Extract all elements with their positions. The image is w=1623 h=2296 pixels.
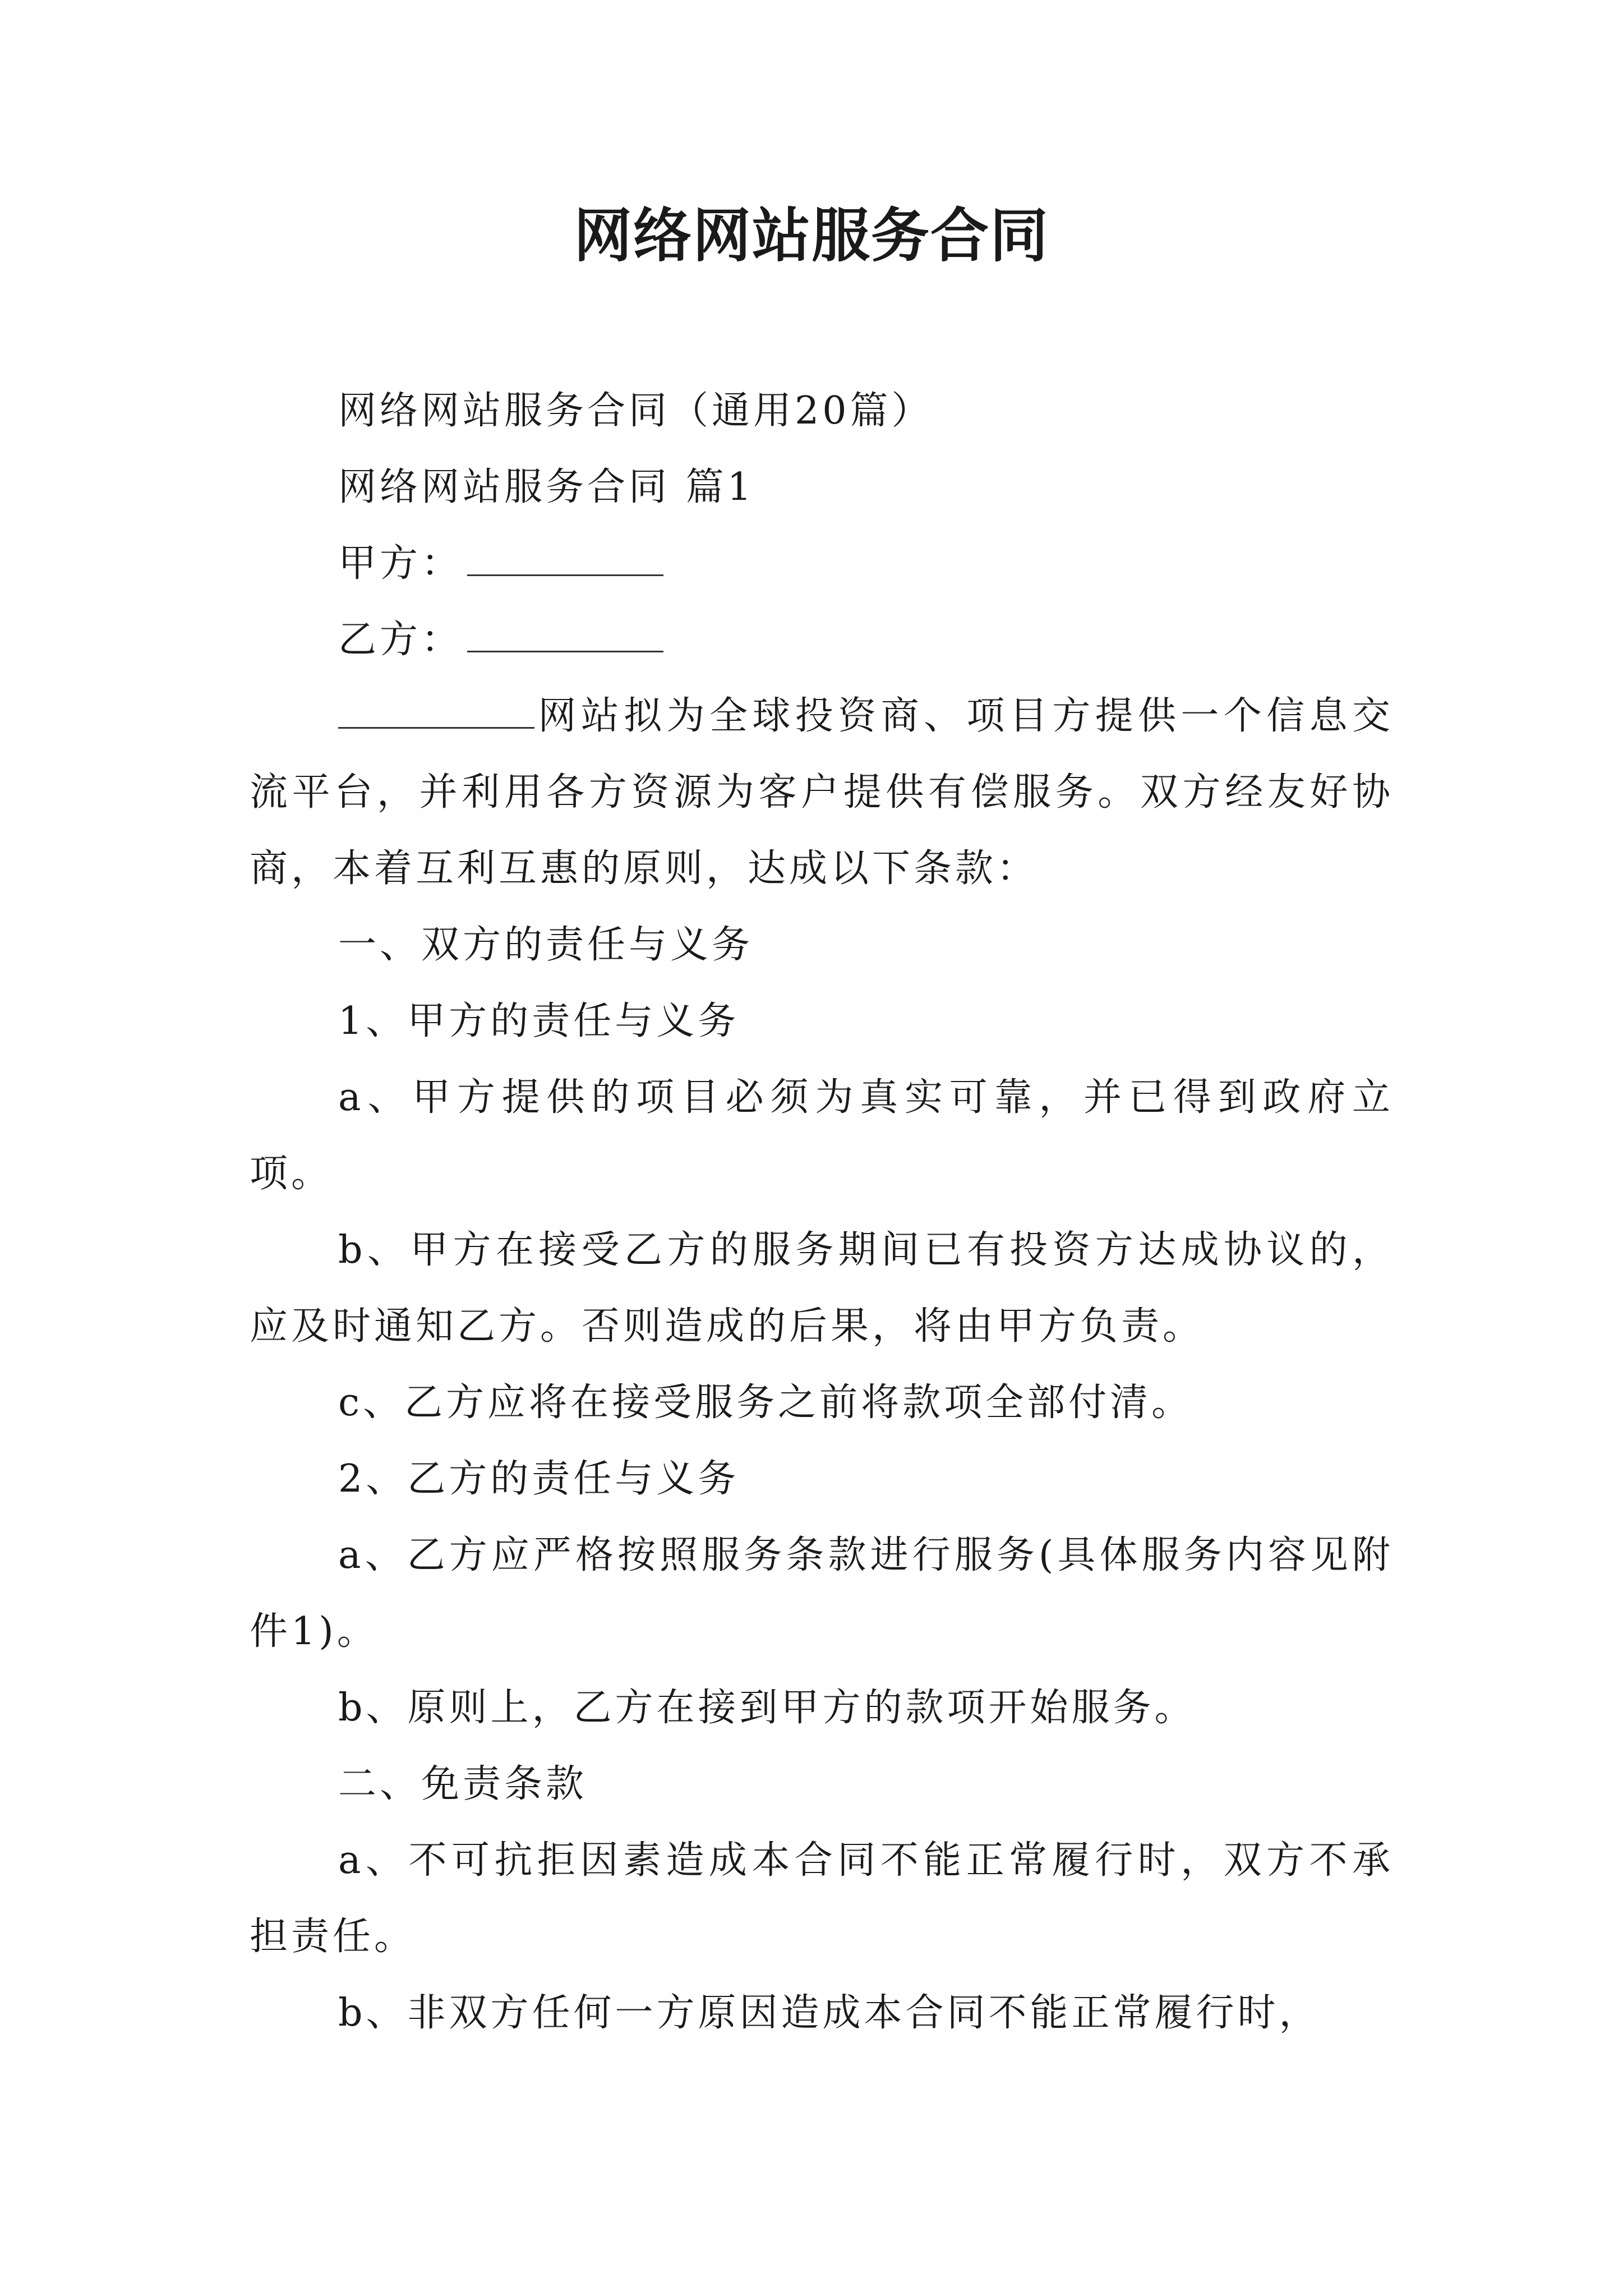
paragraph-text: a、甲方提供的项目必须为真实可靠，并已得到政府立项。 <box>250 1075 1394 1196</box>
party-b-blank <box>467 617 663 652</box>
party-a-line <box>250 526 1394 602</box>
paragraph-intro <box>250 678 1394 907</box>
paragraph-text: c、乙方应将在接受服务之前将款项全部付清。 <box>338 1381 1193 1425</box>
paragraph-text: b、原则上，乙方在接到甲方的款项开始服务。 <box>338 1686 1196 1730</box>
paragraph-text: 1、甲方的责任与义务 <box>338 999 740 1043</box>
paragraph-text: 2、乙方的责任与义务 <box>338 1457 740 1501</box>
paragraph-section-heading <box>250 449 1394 526</box>
paragraph-subheading-2 <box>250 1441 1394 1517</box>
website-name-blank <box>338 693 534 729</box>
paragraph-clause <box>250 1670 1394 1746</box>
paragraph-text: 网站拟为全球投资商、项目方提供一个信息交流平台，并利用各方资源为客户提供有偿服务。双方经友好协商，本着互利互惠的原则，达成以下条款： <box>250 694 1394 891</box>
paragraph-text: a、不可抗拒因素造成本合同不能正常履行时，双方不承担责任。 <box>250 1838 1394 1959</box>
paragraph-text: 二、免责条款 <box>338 1762 588 1806</box>
party-b-line <box>250 602 1394 678</box>
paragraph-clause <box>250 1365 1394 1441</box>
paragraph-text: 一、双方的责任与义务 <box>338 923 754 967</box>
paragraph-clause <box>250 1823 1394 1975</box>
party-b-label: 乙方： <box>338 618 463 662</box>
paragraph-clause <box>250 1517 1394 1670</box>
paragraph-clause <box>250 1975 1394 2051</box>
paragraph-clause <box>250 1212 1394 1365</box>
party-a-blank <box>467 541 663 576</box>
paragraph-heading-1 <box>250 907 1394 983</box>
paragraph-text: 网络网站服务合同（通用20篇） <box>338 389 933 433</box>
paragraph-subheading-1 <box>250 983 1394 1060</box>
paragraph-text: b、非双方任何一方原因造成本合同不能正常履行时， <box>338 1991 1321 2035</box>
document-title: 网络网站服务合同 <box>573 201 1049 270</box>
paragraph-heading-2 <box>250 1746 1394 1823</box>
document-body <box>250 373 1394 2051</box>
paragraph-subtitle <box>250 373 1394 449</box>
paragraph-text: 网络网站服务合同 篇1 <box>338 465 755 509</box>
paragraph-text: a、乙方应严格按照服务条款进行服务(具体服务内容见附件1)。 <box>250 1533 1394 1654</box>
party-a-label: 甲方： <box>338 541 463 586</box>
paragraph-clause <box>250 1060 1394 1212</box>
paragraph-text: b、甲方在接受乙方的服务期间已有投资方达成协议的，应及时通知乙方。否则造成的后果，将由甲方负责。 <box>250 1228 1394 1349</box>
